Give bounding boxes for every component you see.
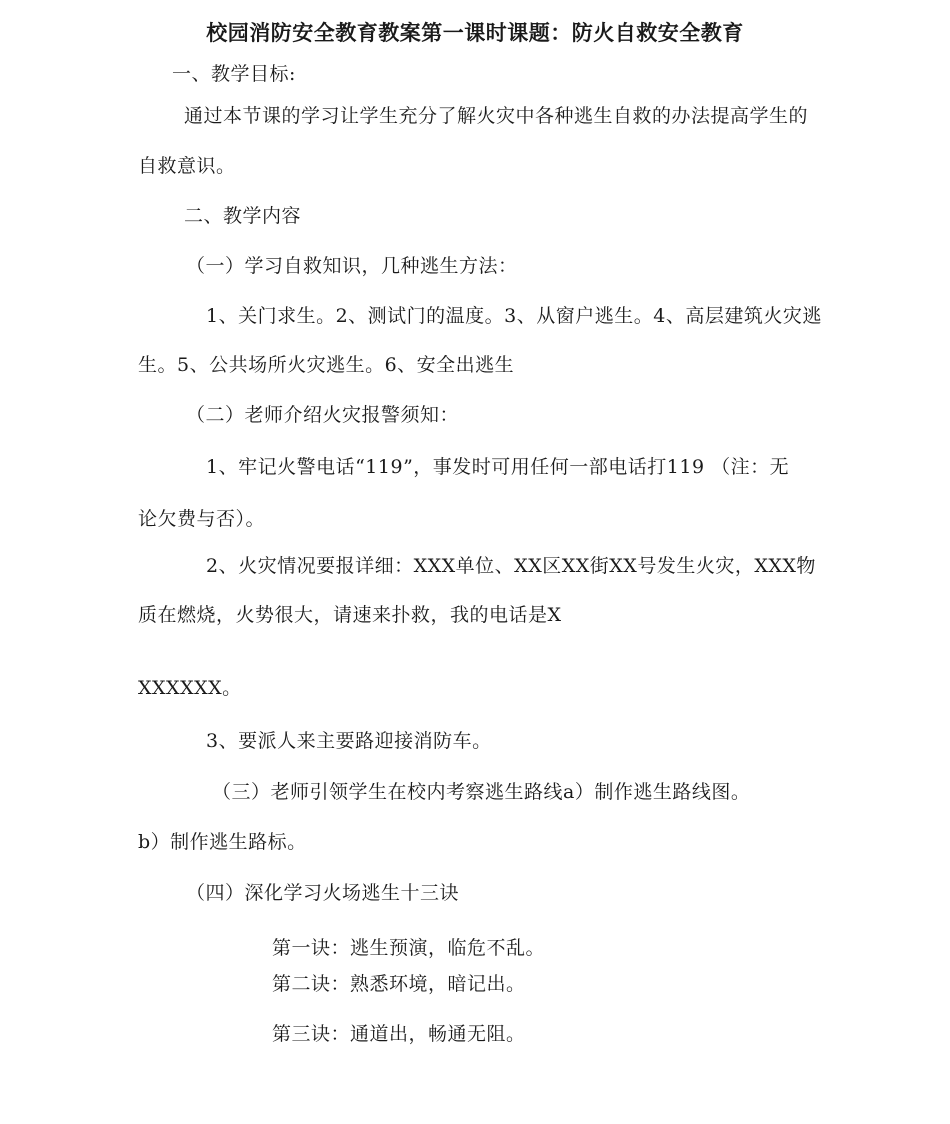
document-title: 校园消防安全教育教案第一课时课题：防火自救安全教育 bbox=[206, 21, 744, 45]
subsection-heading: （一）学习自救知识，几种逃生方法： bbox=[186, 255, 518, 277]
list-item: 第三诀：通道出，畅通无阻。 bbox=[272, 1023, 526, 1045]
subsection-heading: （三）老师引领学生在校内考察逃生路线a）制作逃生路线图。 bbox=[212, 781, 751, 803]
paragraph-line: 1、关门求生。2、测试门的温度。3、从窗户逃生。4、高层建筑火灾逃 bbox=[206, 305, 822, 327]
paragraph-line: 质在燃烧，火势很大，请速来扑救，我的电话是X bbox=[138, 604, 562, 626]
paragraph-line: 2、火灾情况要报详细：XXX单位、XX区XX街XX号发生火灾，XXX物 bbox=[206, 555, 816, 577]
subsection-heading: （二）老师介绍火灾报警须知： bbox=[186, 404, 460, 426]
list-item: 第一诀：逃生预演，临危不乱。 bbox=[272, 937, 546, 959]
paragraph-line: XXXXXX。 bbox=[138, 677, 242, 699]
paragraph-line: 自救意识。 bbox=[138, 155, 236, 177]
list-item: 第二诀：熟悉环境，暗记出。 bbox=[272, 973, 526, 995]
paragraph-line: 通过本节课的学习让学生充分了解火灾中各种逃生自救的办法提高学生的 bbox=[184, 105, 809, 127]
section-heading-objectives: 一、教学目标: bbox=[172, 63, 296, 85]
paragraph-line: 论欠费与否）。 bbox=[138, 508, 266, 530]
paragraph-line: 3、要派人来主要路迎接消防车。 bbox=[206, 730, 492, 752]
paragraph-line: 1、牢记火警电话“119”，事发时可用任何一部电话打119 （注：无 bbox=[206, 456, 790, 478]
section-heading-content: 二、教学内容 bbox=[184, 205, 302, 227]
paragraph-line: 生。5、公共场所火灾逃生。6、安全出逃生 bbox=[138, 354, 515, 376]
paragraph-line: b）制作逃生路标。 bbox=[138, 831, 307, 853]
subsection-heading: （四）深化学习火场逃生十三诀 bbox=[186, 882, 460, 904]
